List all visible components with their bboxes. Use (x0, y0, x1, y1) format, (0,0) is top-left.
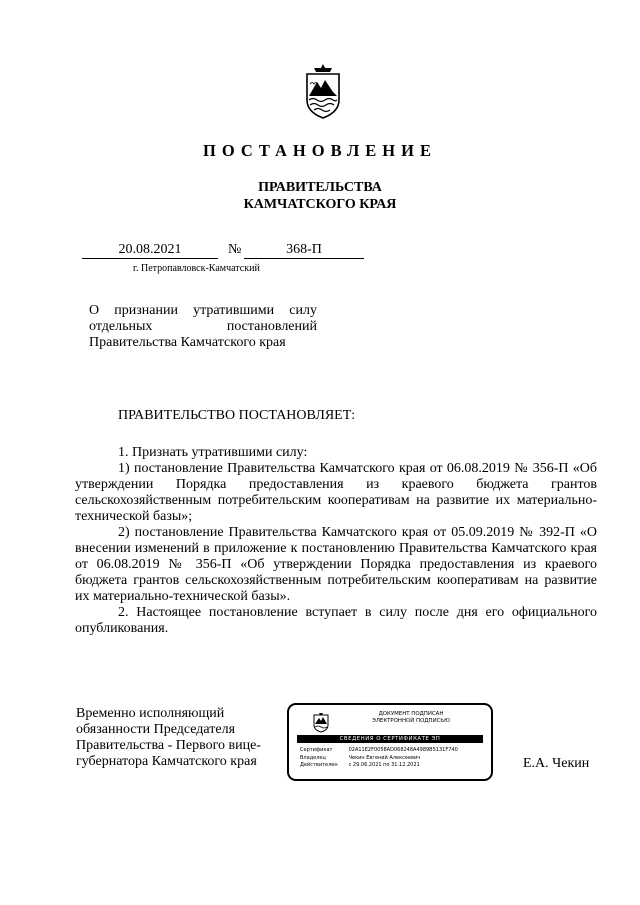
certificate-label: Сертификат (300, 747, 333, 753)
document-number: 368-П (244, 241, 364, 259)
validity-value: с 29.06.2021 по 31.12.2021 (348, 762, 420, 768)
paragraph-4: 2. Настоящее постановление вступает в силу после дня его официального опубликования. (75, 605, 597, 636)
stamp-certificate-bar: СВЕДЕНИЯ О СЕРТИФИКАТЕ ЭП (297, 735, 483, 743)
signatory-name: Е.А. Чекин (523, 756, 590, 771)
issuer-line-1: ПРАВИТЕЛЬСТВА (258, 180, 382, 195)
position-line-1: Временно исполняющий (76, 706, 225, 721)
issue-city: г. Петропавловск-Камчатский (133, 263, 260, 274)
stamp-row-certificate (300, 747, 458, 755)
document-date: 20.08.2021 (82, 241, 218, 259)
stamp-title-line-2: ЭЛЕКТРОННОЙ ПОДПИСЬЮ (372, 718, 450, 724)
stamp-details (300, 747, 458, 770)
subject-line-2: отдельных постановлений (89, 319, 317, 334)
document-type-heading: ПОСТАНОВЛЕНИЕ (203, 141, 437, 160)
issuer-line-2: КАМЧАТСКОГО КРАЯ (243, 197, 397, 212)
stamp-row-owner (300, 755, 458, 763)
stamp-title-line-1: ДОКУМЕНТ ПОДПИСАН (378, 711, 444, 717)
paragraph-2: 1) постановление Правительства Камчатского края от 06.08.2019 № 356-П «Об утверждении Порядка предоставления из краевого бюджета грантов сельскохозяйственным потребительским кооперативам на развитие их материально-технической базы»; (75, 461, 597, 524)
coat-of-arms-emblem (300, 62, 346, 120)
validity-label: Действителен (300, 762, 338, 768)
position-line-4: губернатора Камчатского края (76, 754, 257, 769)
document-body (75, 445, 597, 637)
electronic-signature-stamp (287, 703, 493, 781)
owner-value: Чекин Евгений Алексеевич (348, 754, 421, 761)
stamp-title (349, 711, 473, 725)
paragraph-3: 2) постановление Правительства Камчатского края от 05.09.2019 № 392-П «О внесении изменений в приложение к постановлению Правительства Камчатского края от 06.08.2019 № 356-П «Об утверждении Порядка предоставления из краевого бюджета грантов сельскохозяйственным потребительским кооперативам на развитие их материально-технической базы». (75, 525, 597, 604)
position-line-2: обязанности Председателя (76, 722, 236, 737)
issuer-heading (0, 179, 640, 213)
preamble: ПРАВИТЕЛЬСТВО ПОСТАНОВЛЯЕТ: (118, 408, 356, 423)
subject-line-3: Правительства Камчатского края (89, 335, 286, 350)
stamp-row-validity (300, 762, 458, 770)
number-sign: № (228, 242, 242, 257)
position-line-3: Правительства - Первого вице- (76, 738, 261, 753)
stamp-emblem-icon (311, 711, 331, 733)
paragraph-1: 1. Признать утратившими силу: (118, 445, 308, 460)
certificate-value: 02A11E2F0058AD068248A4989B5131F740 (348, 747, 458, 753)
document-subject (89, 303, 317, 351)
subject-line-1: О признании утратившими силу (89, 303, 317, 318)
signatory-position (76, 706, 276, 770)
owner-label: Владелец (300, 754, 326, 761)
